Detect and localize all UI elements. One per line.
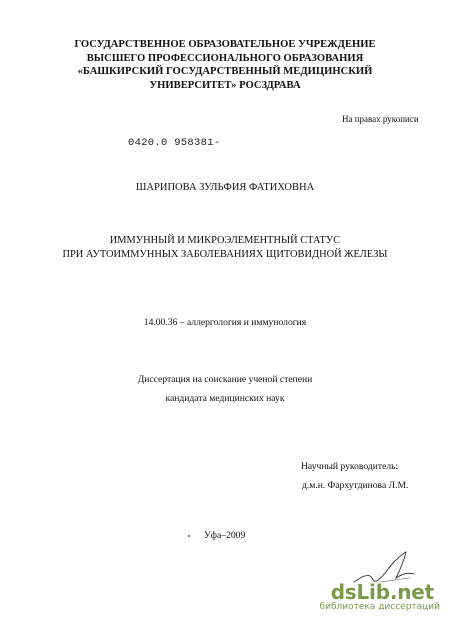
- city-year: Уфа–2009: [204, 530, 246, 541]
- institution-header: [0, 38, 450, 92]
- author-name: ШАРИПОВА ЗУЛЬФИЯ ФАТИХОВНА: [135, 182, 315, 193]
- degree-line: Диссертация на соискание ученой степени: [137, 374, 313, 385]
- degree-line: кандидата медицинских наук: [165, 393, 285, 404]
- dissertation-title: [0, 234, 450, 262]
- manuscript-rights-note: На правах рукописи: [342, 114, 419, 124]
- watermark-logo: dsLib.net: [330, 580, 434, 604]
- degree-statement: [0, 370, 450, 408]
- institution-line: УНИВЕРСИТЕТ» РОСЗДРАВА: [149, 79, 301, 91]
- advisor-label: Научный руководитель:: [301, 461, 399, 472]
- registration-stamp: 0420.0 958381-: [128, 137, 221, 149]
- advisor-name: д.м.н. Фархутдинова Л.М.: [302, 480, 409, 491]
- scan-speck: [188, 535, 190, 537]
- institution-line: ВЫСШЕГО ПРОФЕССИОНАЛЬНОГО ОБРАЗОВАНИЯ: [86, 52, 364, 64]
- title-line: ПРИ АУТОИММУННЫХ ЗАБОЛЕВАНИЯХ ЩИТОВИДНОЙ ЖЕЛЕЗЫ: [62, 249, 388, 260]
- watermark-subtitle: библиотека диссертаций: [319, 602, 440, 612]
- scientific-advisor: [301, 457, 408, 495]
- institution-line: «БАШКИРСКИЙ ГОСУДАРСТВЕННЫЙ МЕДИЦИНСКИЙ: [77, 66, 373, 77]
- dslib-watermark: [319, 580, 444, 614]
- institution-line: ГОСУДАРСТВЕННОЕ ОБРАЗОВАТЕЛЬНОЕ УЧРЕЖДЕНИЕ: [74, 39, 376, 50]
- title-line: ИММУННЫЙ И МИКРОЭЛЕМЕНТНЫЙ СТАТУС: [109, 235, 341, 246]
- specialty-code: 14.00.36 – аллергология и иммунология: [143, 317, 307, 328]
